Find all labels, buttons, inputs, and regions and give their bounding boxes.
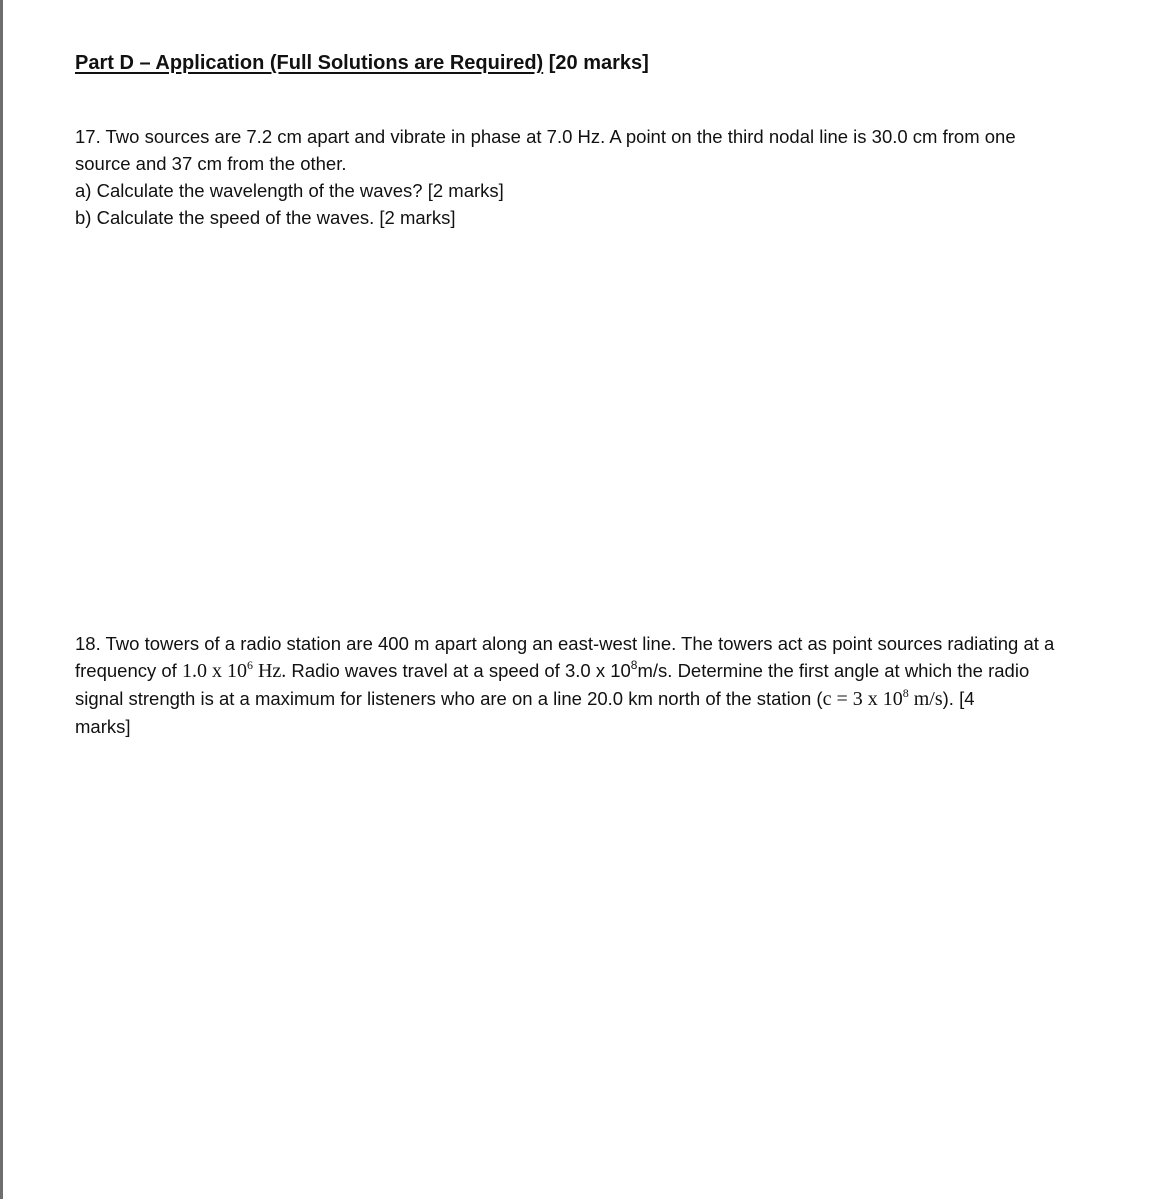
document-page — [75, 0, 1150, 1199]
frequency-unit: Hz. — [252, 660, 287, 682]
part-marks: [20 marks] — [548, 52, 649, 74]
speed-of-light-base: c = 3 x 10 — [822, 688, 903, 710]
q18-line-2 — [75, 657, 1145, 685]
q18-line-2-pre: frequency of — [75, 660, 182, 681]
q18-line-3 — [75, 685, 1145, 713]
q18-line-3-pre: signal strength is at a maximum for listeners who are on a line 20.0 km north of the station ( — [75, 688, 823, 709]
speed-of-light-exponent: 8 — [902, 686, 909, 700]
question-18 — [75, 630, 1145, 740]
q18-line-2-mid: Radio waves travel at a speed of 3.0 x 10 — [286, 660, 631, 681]
speed-of-light-unit: m/s — [908, 688, 943, 710]
frequency-base: 1.0 x 10 — [181, 660, 247, 682]
q17-part-b: b) Calculate the speed of the waves. [2 marks] — [75, 207, 456, 228]
q18-line-4: marks] — [75, 716, 131, 737]
q17-line-2: source and 37 cm from the other. — [75, 153, 347, 174]
frequency-math — [182, 660, 286, 682]
q18-line-3-post: ). [4 — [942, 688, 975, 709]
speed-of-light-math — [823, 688, 943, 710]
frequency-exponent: 6 — [246, 658, 253, 672]
part-heading — [75, 50, 649, 76]
q18-line-2-post: m/s. Determine the first angle at which the radio — [637, 660, 1030, 681]
left-page-border — [0, 0, 3, 1199]
question-17 — [75, 123, 1145, 231]
part-title: Part D – Application (Full Solutions are Required) — [75, 52, 544, 74]
speed-exponent: 8 — [630, 658, 638, 672]
q17-part-a: a) Calculate the wavelength of the waves? [2 marks] — [75, 180, 504, 201]
q17-line-1: 17. Two sources are 7.2 cm apart and vibrate in phase at 7.0 Hz. A point on the third nodal line is 30.0 cm from one — [75, 126, 1016, 147]
q18-line-1: 18. Two towers of a radio station are 400 m apart along an east-west line. The towers act as point sources radiating at a — [75, 633, 1055, 654]
